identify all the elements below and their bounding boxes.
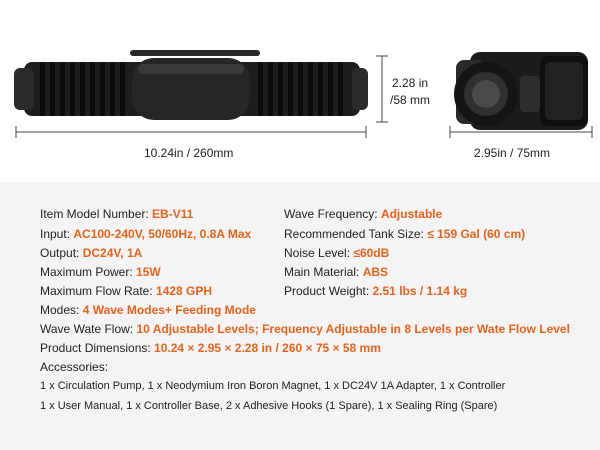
spec-noise-level bbox=[284, 245, 389, 261]
length-label: 10.24in / 260mm bbox=[144, 146, 234, 160]
height-label-line1: 2.28 in bbox=[392, 76, 429, 90]
accessories-line-1: 1 x Circulation Pump, 1 x Neodymium Iron Boron Magnet, 1 x DC24V 1A Adapter, 1 x Controller bbox=[40, 380, 506, 392]
spec-label: Item Model Number: bbox=[40, 207, 153, 221]
spec-value: AC100-240V, 50/60Hz, 0.8A Max bbox=[73, 227, 252, 241]
spec-label: Recommended Tank Size: bbox=[284, 227, 428, 241]
spec-value: 4 Wave Modes+ Feeding Mode bbox=[82, 303, 256, 317]
spec-label: Output: bbox=[40, 246, 83, 260]
spec-label: Main Material: bbox=[284, 265, 363, 279]
spec-item-model-number bbox=[40, 206, 193, 222]
accessories-line-2: 1 x User Manual, 1 x Controller Base, 2 x Adhesive Hooks (1 Spare), 1 x Sealing Ring (Spare) bbox=[40, 400, 498, 412]
height-dimension-line bbox=[376, 56, 388, 122]
spec-label: Noise Level: bbox=[284, 246, 354, 260]
spec-main-material bbox=[284, 264, 388, 280]
spec-value: 10.24 × 2.95 × 2.28 in / 260 × 75 × 58 mm bbox=[154, 341, 381, 355]
width-label: 2.95in / 75mm bbox=[474, 146, 551, 160]
spec-label: Input: bbox=[40, 227, 74, 241]
spec-value: 2.51 lbs / 1.14 kg bbox=[372, 284, 468, 298]
spec-label: Maximum Power: bbox=[40, 265, 137, 279]
spec-wave-wate-flow bbox=[40, 321, 570, 337]
spec-label: Product Dimensions: bbox=[40, 341, 155, 355]
spec-label: Product Weight: bbox=[284, 284, 373, 298]
spec-label: Modes: bbox=[40, 303, 83, 317]
spec-value: ≤60dB bbox=[353, 246, 390, 260]
pump-side-view bbox=[14, 50, 368, 120]
spec-value: 1428 GPH bbox=[156, 284, 213, 298]
spec-wave-frequency bbox=[284, 206, 442, 222]
spec-label: Wave Frequency: bbox=[284, 207, 381, 221]
spec-input bbox=[40, 226, 251, 242]
spec-maximum-power bbox=[40, 264, 161, 280]
spec-value: Adjustable bbox=[380, 207, 443, 221]
spec-maximum-flow-rate bbox=[40, 283, 212, 299]
spec-recommended-tank-size bbox=[284, 226, 525, 242]
height-label-line2: /58 mm bbox=[390, 93, 431, 107]
pump-end-view bbox=[454, 52, 588, 130]
spec-label: Maximum Flow Rate: bbox=[40, 284, 157, 298]
spec-value: EB-V11 bbox=[152, 207, 194, 221]
spec-value: 10 Adjustable Levels; Frequency Adjustable in 8 Levels per Wate Flow Level bbox=[136, 322, 570, 336]
spec-value: DC24V, 1A bbox=[82, 246, 143, 260]
spec-value: ABS bbox=[362, 265, 389, 279]
spec-modes bbox=[40, 302, 256, 318]
accessories-heading: Accessories: bbox=[40, 360, 109, 374]
length-dimension-line bbox=[16, 126, 366, 138]
spec-product-dimensions bbox=[40, 340, 381, 356]
spec-value: 15W bbox=[136, 265, 161, 279]
spec-product-weight bbox=[284, 283, 467, 299]
spec-value: ≤ 159 Gal (60 cm) bbox=[427, 227, 526, 241]
spec-output bbox=[40, 245, 142, 261]
spec-label: Wave Wate Flow: bbox=[40, 322, 137, 336]
